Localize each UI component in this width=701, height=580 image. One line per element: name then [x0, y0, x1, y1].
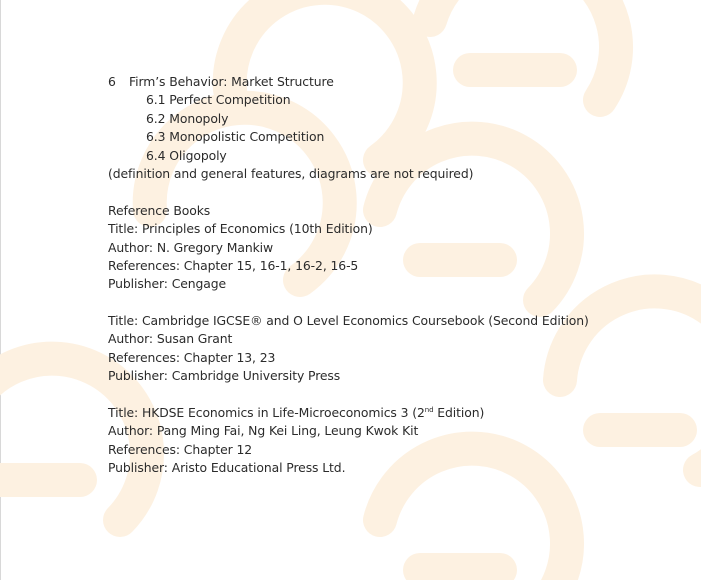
book-title: Cambridge IGCSE® and O Level Economics Coursebook (Second Edition) [141, 313, 589, 329]
title-label: Title: [108, 405, 139, 421]
book-references: Chapter 15, 16-1, 16-2, 16-5 [183, 257, 359, 273]
references-label: References: [108, 441, 180, 457]
publisher-label: Publisher: [108, 460, 168, 476]
book-author-row [108, 330, 688, 348]
chapter-note: (definition and general features, diagrams are not required) [108, 165, 474, 181]
book-references-row [108, 441, 688, 459]
book-references-row [108, 349, 688, 367]
book-title: Principles of Economics (10th Edition) [141, 221, 373, 237]
book-entry [108, 404, 688, 478]
page-edge-line [0, 0, 1, 580]
book-author: N. Gregory Mankiw [156, 239, 274, 255]
book-publisher-row [108, 459, 688, 477]
title-label: Title: [108, 313, 139, 329]
book-title-superscript: nd [424, 406, 434, 415]
subsection-item: 6.1 Perfect Competition [146, 92, 291, 108]
book-publisher-row [108, 367, 688, 385]
chapter-heading [108, 73, 688, 91]
book-title-prefix: HKDSE Economics in Life-Microeconomics 3 (2 [141, 405, 425, 421]
book-references: Chapter 12 [183, 441, 253, 457]
book-entry [108, 220, 688, 294]
book-title-suffix: Edition) [433, 405, 485, 421]
content-area [108, 73, 688, 478]
subsection-item: 6.2 Monopoly [146, 110, 229, 126]
book-author: Susan Grant [156, 331, 233, 347]
author-label: Author: [108, 423, 153, 439]
book-publisher: Cambridge University Press [171, 368, 341, 384]
chapter-number: 6 [108, 74, 116, 89]
reference-heading: Reference Books [108, 202, 211, 218]
book-title [142, 405, 484, 420]
publisher-label: Publisher: [108, 276, 168, 292]
book-entry [108, 312, 688, 386]
book-author: Pang Ming Fai, Ng Kei Ling, Leung Kwok Kit [156, 423, 419, 439]
references-label: References: [108, 349, 180, 365]
chapter-title: Firm’s Behavior: Market Structure [129, 74, 334, 89]
subsection-item: 6.3 Monopolistic Competition [146, 129, 325, 145]
book-title-row [108, 220, 688, 238]
publisher-label: Publisher: [108, 368, 168, 384]
book-publisher: Cengage [171, 276, 227, 292]
book-references: Chapter 13, 23 [183, 349, 276, 365]
subsection-item: 6.4 Oligopoly [146, 147, 227, 163]
book-author-row [108, 239, 688, 257]
author-label: Author: [108, 331, 153, 347]
references-label: References: [108, 257, 180, 273]
book-author-row [108, 422, 688, 440]
book-publisher-row [108, 275, 688, 293]
book-references-row [108, 257, 688, 275]
book-title-row [108, 312, 688, 330]
book-title-row [108, 404, 688, 422]
book-publisher: Aristo Educational Press Ltd. [171, 460, 346, 476]
author-label: Author: [108, 239, 153, 255]
title-label: Title: [108, 221, 139, 237]
